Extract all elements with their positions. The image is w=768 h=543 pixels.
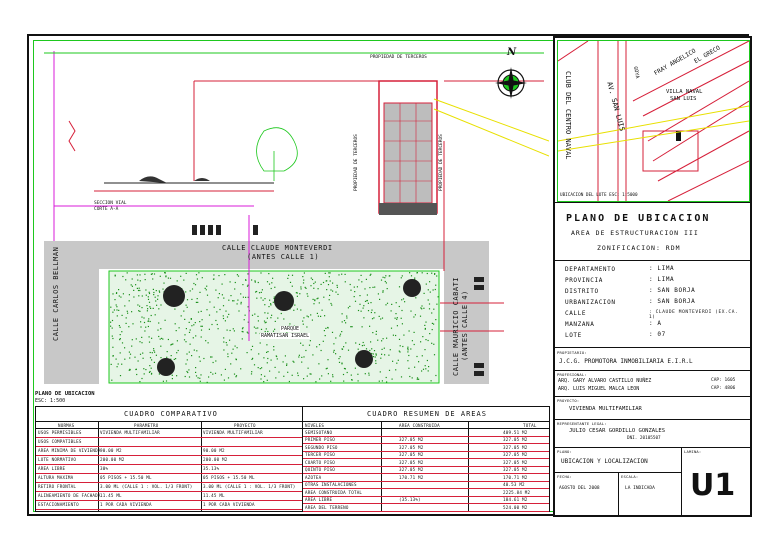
areas-cell: 327.05 M2 — [399, 444, 424, 450]
comparative-cell: 35.13% — [203, 466, 220, 471]
rep-dni: DNI. 20105507 — [627, 436, 661, 441]
minimap-street-3: FRAY ANGELICO — [653, 47, 698, 78]
info-key: MANZANA — [565, 321, 595, 328]
plano-name: UBICACION Y LOCALIZACION — [561, 458, 648, 465]
comparative-cell: ALINEAMIENTO DE FACHADA — [38, 493, 101, 498]
scale-value: LA INDICADA — [625, 486, 655, 491]
lamina-label: LAMINA: — [684, 449, 702, 454]
minimap-street-1: CLUB DEL CENTRO NAVAL — [564, 71, 572, 160]
rep-name: JULIO CESAR GORDILLO GONZALES — [569, 428, 666, 434]
info-key: URBANIZACION — [565, 299, 616, 306]
location-minimap — [557, 40, 750, 202]
sheet-inner-frame — [33, 40, 745, 512]
comparative-cell: 3.00 ML (CALLE 1 : VOL. 1/3 FRONT) — [203, 484, 296, 489]
prof-2-cap: CAP: 4806 — [711, 386, 736, 391]
areas-cell: TERCER PISO — [305, 452, 335, 457]
minimap-area-2: SAN LUIS — [670, 96, 697, 102]
comparative-cell: AREA MINIMA DE VIVIENDA — [38, 448, 101, 453]
comparative-cell: USOS COMPATIBLES — [38, 439, 82, 444]
plan-title: PLANO DE UBICACION — [35, 391, 95, 397]
comparative-cell: 1 POR CADA VIVIENDA — [100, 502, 152, 507]
areas-cell: 327.05 M2 — [503, 444, 528, 450]
areas-cell: QUINTO PISO — [305, 467, 335, 472]
info-value: : LIMA — [649, 276, 675, 283]
areas-cell: 327.05 M2 — [503, 459, 528, 465]
areas-cell: 409.51 M2 — [503, 429, 528, 435]
areas-cell: (35.13%) — [399, 497, 421, 502]
minimap-street-2: AV. SAN LUIS — [605, 81, 627, 132]
prof-1-cap: CAP: 1605 — [711, 378, 736, 383]
sheet-number: U1 — [690, 468, 736, 503]
areas-cell: AZOTEA — [305, 474, 322, 480]
areas-cell: 2225.84 M2 — [503, 489, 531, 495]
title-block — [553, 36, 752, 517]
areas-cell: OTRAS INSTALACIONES — [305, 482, 357, 487]
comparative-cell: 200.00 M2 — [203, 457, 228, 462]
owner-name: J.C.G. PROMOTORA INMOBILIARIA E.I.R.L — [559, 358, 693, 365]
comparative-cell: AREA LIBRE — [38, 466, 66, 471]
title-block-zoning: ZONIFICACION: RDM — [597, 244, 681, 252]
areas-header-total: TOTAL — [523, 422, 537, 428]
comparative-cell: 200.00 M2 — [100, 457, 125, 462]
north-label: N — [507, 47, 517, 58]
areas-cell: PRIMER PISO — [305, 437, 335, 442]
right-street-label: CALLE MAURICIO CABATI — [452, 276, 460, 376]
info-value: : SAN BORJA — [649, 287, 696, 294]
comparative-cell: 90.00 M2 — [203, 448, 225, 453]
info-value: : LIMA — [649, 265, 675, 272]
info-value: : 07 — [649, 331, 666, 338]
comparative-cell: 1 POR CADA VIVIENDA — [203, 502, 255, 507]
main-street-label: CALLE CLAUDE MONTEVERDI — [222, 244, 333, 252]
areas-cell: 327.05 M2 — [399, 467, 424, 472]
areas-cell: SEMISOTANO — [305, 429, 333, 435]
areas-cell: CUARTO PISO — [305, 459, 335, 465]
side-right-label: PROPIEDAD DE TERCEROS — [439, 134, 444, 191]
comparative-table-title: CUADRO COMPARATIVO — [124, 410, 218, 418]
owner-label: PROPIETARIO: — [557, 350, 587, 355]
plan-scale: ESC: 1:500 — [35, 398, 66, 404]
side-left-label: PROPIEDAD DE TERCEROS — [354, 134, 359, 191]
comparative-cell: VIVIENDA MULTIFAMILIAR — [100, 430, 160, 435]
comparative-header-proyecto: PROYECTO — [234, 422, 256, 428]
areas-cell: 327.05 M2 — [503, 452, 528, 457]
title-block-subtitle: AREA DE ESTRUCTURACION III — [571, 229, 699, 237]
comparative-cell: 3.00 ML (CALLE 1 : VOL. 1/3 FRONT) — [100, 484, 193, 489]
info-key: DEPARTAMENTO — [565, 266, 616, 273]
areas-cell: 170.71 M2 — [503, 474, 528, 480]
info-key: PROVINCIA — [565, 277, 603, 284]
areas-cell: AREA LIBRE — [305, 497, 333, 502]
info-value: : CLAUDE MONTEVERDI (EX.CA. 1) — [649, 310, 739, 320]
top-neighbor-label: PROPIEDAD DE TERCEROS — [370, 55, 427, 60]
comparative-cell: 90.00 M2 — [100, 448, 122, 453]
areas-cell: AREA CONSTRUIDA TOTAL — [305, 489, 363, 495]
prof-label: PROFESIONAL: — [557, 372, 587, 377]
project-label: PROYECTO: — [557, 398, 580, 403]
drawing-sheet — [27, 34, 749, 516]
minimap-drawing — [558, 41, 749, 201]
areas-cell: 327.05 M2 — [503, 437, 528, 442]
title-block-title: PLANO DE UBICACION — [566, 213, 711, 224]
info-key: LOTE — [565, 332, 582, 339]
minimap-area: VILLA NAVAL — [666, 89, 703, 95]
comparative-cell: 05 PISOS + 15.50 ML — [100, 475, 152, 480]
areas-header-construida: AREA CONSTRUIDA — [399, 422, 440, 428]
project-name: VIVIENDA MULTIFAMILIAR — [569, 406, 642, 412]
areas-cell: 524.00 M2 — [503, 504, 528, 510]
lot-front — [379, 203, 437, 215]
comparative-cell: 05 PISOS + 15.50 ML — [203, 475, 255, 480]
comparative-table — [35, 406, 303, 512]
date-label: FECHA: — [557, 474, 572, 479]
comparative-cell: ESTACIONAMIENTO — [38, 502, 79, 507]
areas-cell: 327.05 M2 — [399, 437, 424, 442]
minimap-caption: UBICACION DEL LOTE ESC: 1:5000 — [560, 193, 638, 198]
comparative-cell: LOTE NORMATIVO — [38, 457, 77, 462]
prof-2-name: ARQ. LUIS MIGUEL MALCA LEON — [558, 386, 640, 392]
north-arrow — [495, 67, 527, 99]
areas-cell: 170.71 M2 — [399, 474, 424, 480]
areas-cell: 40.53 M2 — [503, 482, 525, 487]
comparative-cell: RETIRO FRONTAL — [38, 484, 77, 489]
section-sublabel: CORTE A-A — [94, 207, 119, 212]
minimap-street-4: EL GRECO — [693, 44, 722, 66]
areas-table — [302, 406, 550, 512]
park-sublabel: RAMATISAN ISRAEL — [261, 333, 310, 339]
areas-table-title: CUADRO RESUMEN DE AREAS — [367, 410, 487, 418]
section-tree — [257, 128, 298, 181]
comparative-cell: VIVIENDA MULTIFAMILIAR — [203, 430, 263, 435]
areas-cell: AREA DEL TERRENO — [305, 504, 349, 510]
comparative-cell: 11.45 ML — [100, 493, 122, 498]
rep-label: REPRESENTANTE LEGAL: — [557, 421, 607, 426]
info-key: CALLE — [565, 310, 587, 317]
main-street-sublabel: (ANTES CALLE 1) — [247, 253, 320, 261]
comparative-cell: ALTURA MAXIMA — [38, 475, 74, 480]
comparative-header-normas: NORMAS — [58, 422, 75, 428]
areas-cell: 327.05 M2 — [503, 467, 528, 472]
info-key: DISTRITO — [565, 288, 599, 295]
areas-cell: 327.05 M2 — [399, 459, 424, 465]
right-street-sublabel: (ANTES CALLE 4) — [461, 290, 469, 361]
building-footprint — [384, 103, 432, 203]
areas-cell: 184.61 M2 — [503, 497, 528, 502]
section-label: SECCION VIAL — [94, 201, 127, 206]
prof-1-name: ARQ. GARY ALVARO CASTILLO NUÑEZ — [558, 378, 652, 384]
areas-cell: 327.05 M2 — [399, 452, 424, 457]
plano-label: PLANO: — [557, 449, 572, 454]
areas-cell: SEGUNDO PISO — [305, 444, 338, 450]
park-label: PARQUE — [281, 326, 300, 332]
minimap-street-5: GOYA — [632, 66, 641, 79]
info-value: : SAN BORJA — [649, 298, 696, 305]
areas-header-niveles: NIVELES — [305, 422, 325, 428]
scale-label: ESCALA: — [621, 474, 639, 479]
left-street-label: CALLE CARLOS BELLMAN — [52, 246, 60, 341]
comparative-cell: 30% — [100, 466, 109, 471]
comparative-header-parametro: PARAMETRO — [134, 422, 159, 428]
comparative-cell: 11.45 ML — [203, 493, 225, 498]
date-value: AGOSTO DEL 2008 — [559, 486, 600, 491]
info-value: : A — [649, 320, 662, 327]
comparative-cell: USOS PERMISIBLES — [38, 430, 82, 435]
